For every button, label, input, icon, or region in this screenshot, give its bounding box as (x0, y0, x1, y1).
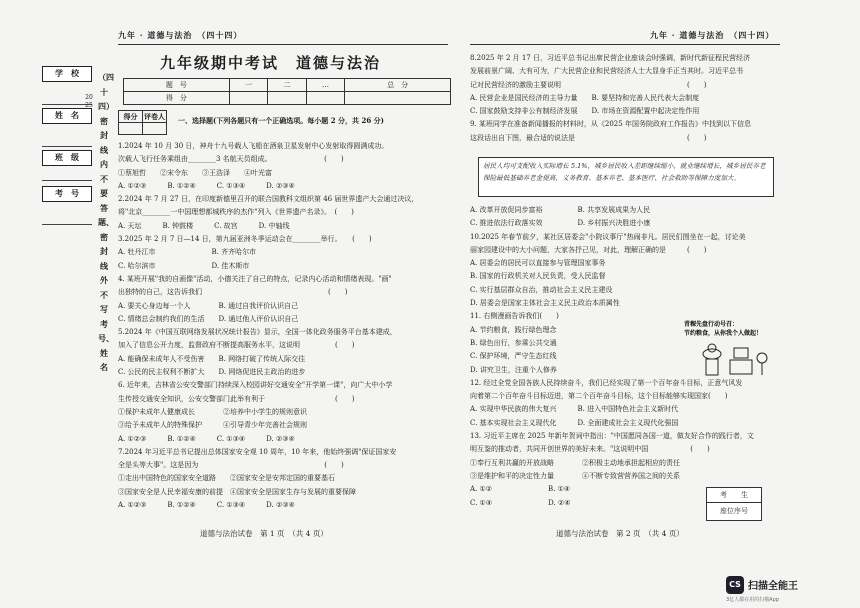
exam-title: 九年级期中考试 道德与法治 (160, 54, 382, 72)
question-line: 1.2024 年 10 月 30 日，神舟十九号载人飞船在酒泉卫星发射中心发射取得圆满成功。 (118, 142, 389, 150)
question-line: ③给予未成年人的特殊保护 ④引导青少年完善社会规则 (118, 421, 307, 430)
question-line: A. ①②③ B. ①②④ C. ①③④ D. ②③④ (118, 434, 295, 443)
question-line: ①蔡旭哲 ②宋令东 ③王浩泽 ④叶光富 (118, 168, 272, 177)
question-line: 5.2024 年《中国互联网络发展状况统计报告》显示，全国一体化政务服务平台基本建成， (118, 328, 397, 337)
question-line: 明互鉴的推动者，共同开创世界的美好未来。"这说明中国 ( ) (470, 445, 710, 454)
score-cell (268, 92, 306, 105)
name-field-line (42, 146, 92, 147)
question-line: C. 基本实现社会主义现代化 D. 全面建成社会主义现代化强国 (470, 418, 679, 427)
question-line: D. 居委会是国家主体社会主义民主政治本质属性 (470, 299, 620, 308)
right-column-top (470, 52, 780, 145)
question-line: A. ①② B. ①④ (470, 485, 571, 494)
seat-number-box (706, 487, 762, 521)
scanner-logo: CS (726, 576, 744, 594)
question-line: 10.2025 年春节前夕，某社区居委会"小院议事厅"热闹非凡。居民们围坐在一起，讨论美 (470, 232, 746, 241)
question-line: 丽家园建设中的大小问题，大家各抒己见，对此，理解正确的是 ( ) (470, 245, 707, 254)
page-header-left: 九年 · 道德与法治 （四十四） (118, 30, 243, 40)
question-line: C. 哈尔滨市 D. 佳木斯市 (118, 261, 250, 270)
question-line: A. 牡丹江市 B. 齐齐哈尔市 (118, 248, 257, 257)
page-header-right: 九年 · 道德与法治 （四十四） (650, 30, 775, 40)
question-line: C. 实行基层群众自治，推动社会主义民主建设 (470, 285, 613, 294)
footer-left: 道德与法治试卷 第 1 页 （共 4 页） (200, 529, 328, 538)
section-heading: 一、选择题(下列各题只有一个正确选项。每小题 2 分，共 26 分) (178, 116, 384, 125)
binding-year: 2025 (85, 94, 93, 109)
score-cell: 一 (229, 79, 267, 92)
question-line: 向着第二个百年奋斗目标迈进，第二个百年奋斗目标，这个目标能够实现国家( ) (470, 392, 728, 401)
score-cell (229, 92, 267, 105)
question-line: 这段话出自下图，最合适的说法是 ( ) (470, 133, 707, 142)
score-cell: 题 号 (124, 79, 230, 92)
cartoon-caption-2: 节约粮食，从你我个人做起！ (684, 330, 763, 337)
question-line: 生传授交通安全知识，公安交警部门此举有利于 ( ) (118, 394, 355, 403)
binding-warning-text: （四十四）密封线内不要答题、密封线外不写考号、姓名 (98, 72, 114, 372)
question-line: 2.2024 年 7 月 27 日，在印度新德里召开的联合国教科文组织第 46 届世界遗产大会通过决议， (118, 195, 419, 204)
question-line: A. 节约粮食，践行绿色理念 (470, 325, 557, 334)
question-line: 7.2024 年习近平总书记提出总体国家安全观 10 周年，10 年来，他始终强调"保证国家安 (118, 447, 397, 456)
question-line: 8.2025 年 2 月 17 日，习近平总书记出席民营企业座谈会时强调，新时代新征程民营经济 (470, 54, 750, 62)
question-line: D. 讲究卫生，注重个人修养 (470, 365, 557, 374)
question-line: C. 保护环境，严守生态红线 (470, 352, 557, 361)
question-line: 4. 某班开展"我的自画像"活动，小德关注了自己的特点，记录内心活动和情绪表现。"画" (118, 274, 392, 283)
question-line: C. 推进依法行政落实效 D. 乡村振兴决胜进小康 (470, 219, 651, 228)
question-line: A. ①②③ B. ①②④ C. ①③④ D. ②③④ (118, 181, 295, 190)
scanner-watermark (726, 574, 856, 604)
question-line: ③国家安全是人民幸福安康的前提 ④国家安全是国家生存与发展的重要保障 (118, 487, 356, 496)
question-line: C. 国家鼓励支持非公有制经济发展 D. 市场在资源配置中起决定性作用 (470, 107, 700, 116)
grader-cell (143, 123, 167, 135)
question-line: A. 要关心身边每一个人 B. 通过自我评价认识自己 (118, 301, 299, 310)
score-cell: … (306, 79, 344, 92)
score-table (123, 78, 451, 105)
question-line: 全是头等大事"。这是因为 ( ) (118, 461, 344, 470)
question-line: 记对民营经济的激励主要说明 ( ) (470, 80, 707, 89)
header-rule-left (118, 44, 448, 45)
grader-table (118, 110, 167, 135)
question-line: ①奉行互利共赢的开放战略 ②积极主动地承担起相应的责任 (470, 458, 680, 467)
scanner-tagline: 3亿人都在用的扫描App (726, 597, 779, 603)
score-cell: 得 分 (124, 92, 230, 105)
score-cell: 总 分 (345, 79, 451, 92)
question-line: A. ①②③ B. ①②④ C. ①③④ D. ②③④ (118, 501, 295, 510)
header-rule-right (470, 44, 780, 45)
question-line: ①走出中国特色的国家安全道路 ②国家安全是安邦定国的重要基石 (118, 474, 335, 483)
scanner-name: 扫描全能王 (748, 581, 798, 592)
question-line: 9. 某班同学在准备新闻播报的材料时，从《2025 年国务院政府工作报告》中找到以下信息 (470, 120, 751, 129)
question-line: C. ①④ D. ②④ (470, 498, 571, 507)
exam-number-field-line (42, 224, 92, 225)
class-field-label: 班 级 (42, 150, 92, 166)
cartoon-caption-1: 青稞先盘行动号召： (684, 321, 739, 328)
question-line: 3.2025 年 2 月 7 日—14 日，第九届亚洲冬季运动会在________举行。 ( ) (118, 235, 372, 244)
cartoon-illustration (682, 318, 774, 378)
question-line: A. 改革开放促同步富裕 B. 共享发展成果为人民 (470, 206, 651, 214)
question-line: ③是维护和平的决定性力量 ④不断专致营营养国之间的关系 (470, 471, 680, 480)
question-line: A. 天坛 B. 钟鼓楼 C. 故宫 D. 中轴线 (118, 221, 290, 230)
question-line: A. 能确保未成年人不受伤害 B. 网络打破了传统人际交往 (118, 354, 306, 363)
score-cell: 二 (268, 79, 306, 92)
question-line: A. 居委会的居民可以直接参与管理国家事务 (470, 259, 606, 268)
class-field-line (42, 180, 92, 181)
quote-box: 居民人均可支配收入实际增长 5.1%，城乡居民收入差距继续缩小，就业继续增长，城乡居民养老保险最低基础养老金提高，义务教育、基本养老、基本医疗、社会救助等保障力度加大。 (478, 157, 774, 197)
question-line: A. 实现中华民族的伟大复兴 B. 进入中国特色社会主义新时代 (470, 405, 679, 414)
grader-cell: 得分 (119, 111, 143, 123)
question-line: 11. 右侧漫画告诉我们( ) (470, 312, 559, 321)
question-line: B. 国家的行政机关对人民负责，受人民监督 (470, 272, 606, 281)
score-cell (345, 92, 451, 105)
grader-cell (119, 123, 143, 135)
footer-right: 道德与法治试卷 第 2 页 （共 4 页） (556, 529, 684, 538)
seat-label-1: 考 生 (707, 488, 761, 503)
question-line: 发展前景广阔、大有可为，广大民营企业和民营经济人士大显身手正当其时。习近平总书 (470, 67, 743, 76)
grader-cell: 评卷人 (144, 111, 165, 121)
score-cell (306, 92, 344, 105)
name-field-label: 姓 名 (42, 108, 92, 124)
question-line: 6. 近年来，吉林省公安交警部门持续深入校园讲好交通安全"开学第一课"，向广大中小学 (118, 381, 393, 390)
school-field-label: 学 校 (42, 66, 92, 82)
question-line: A. 民营企业是国民经济的主导力量 B. 要坚持和完善人民代表大会制度 (470, 93, 700, 102)
question-line: C. 情绪总会制约我们的生活 D. 通过他人评价认识自己 (118, 314, 299, 323)
question-line: 次载人飞行任务乘组由________3 名航天员组成。 ( ) (118, 155, 344, 164)
question-line: 加入了信息公开力度，监督政府不断提高服务水平，这说明 ( ) (118, 341, 355, 350)
left-column (118, 140, 448, 512)
seat-label-2: 座位序号 (720, 507, 748, 515)
question-line: 将"北京________一中国理想都城秩序的杰作"列入《世界遗产名录》。 ( ) (118, 208, 354, 217)
exam-number-field-label: 考 号 (42, 186, 92, 202)
question-line: B. 绿色出行，参乘公共交通 (470, 338, 557, 347)
question-line: ①保护未成年人健康成长 ②培养中小学生的规则意识 (118, 407, 307, 416)
question-line: C. 公民的民主权利不断扩大 D. 网络促进民主政治的进步 (118, 368, 306, 377)
question-line: 12. 经过全党全国各族人民持续奋斗，我们已经实现了第一个百年奋斗目标，正意气风发 (470, 378, 743, 387)
question-line: 13. 习近平主席在 2025 年新年贺词中指出："中国愿同各国一道，做友好合作的践行者，文 (470, 432, 754, 441)
question-line: 出独特的自己，这告诉我们 ( ) (118, 288, 348, 297)
